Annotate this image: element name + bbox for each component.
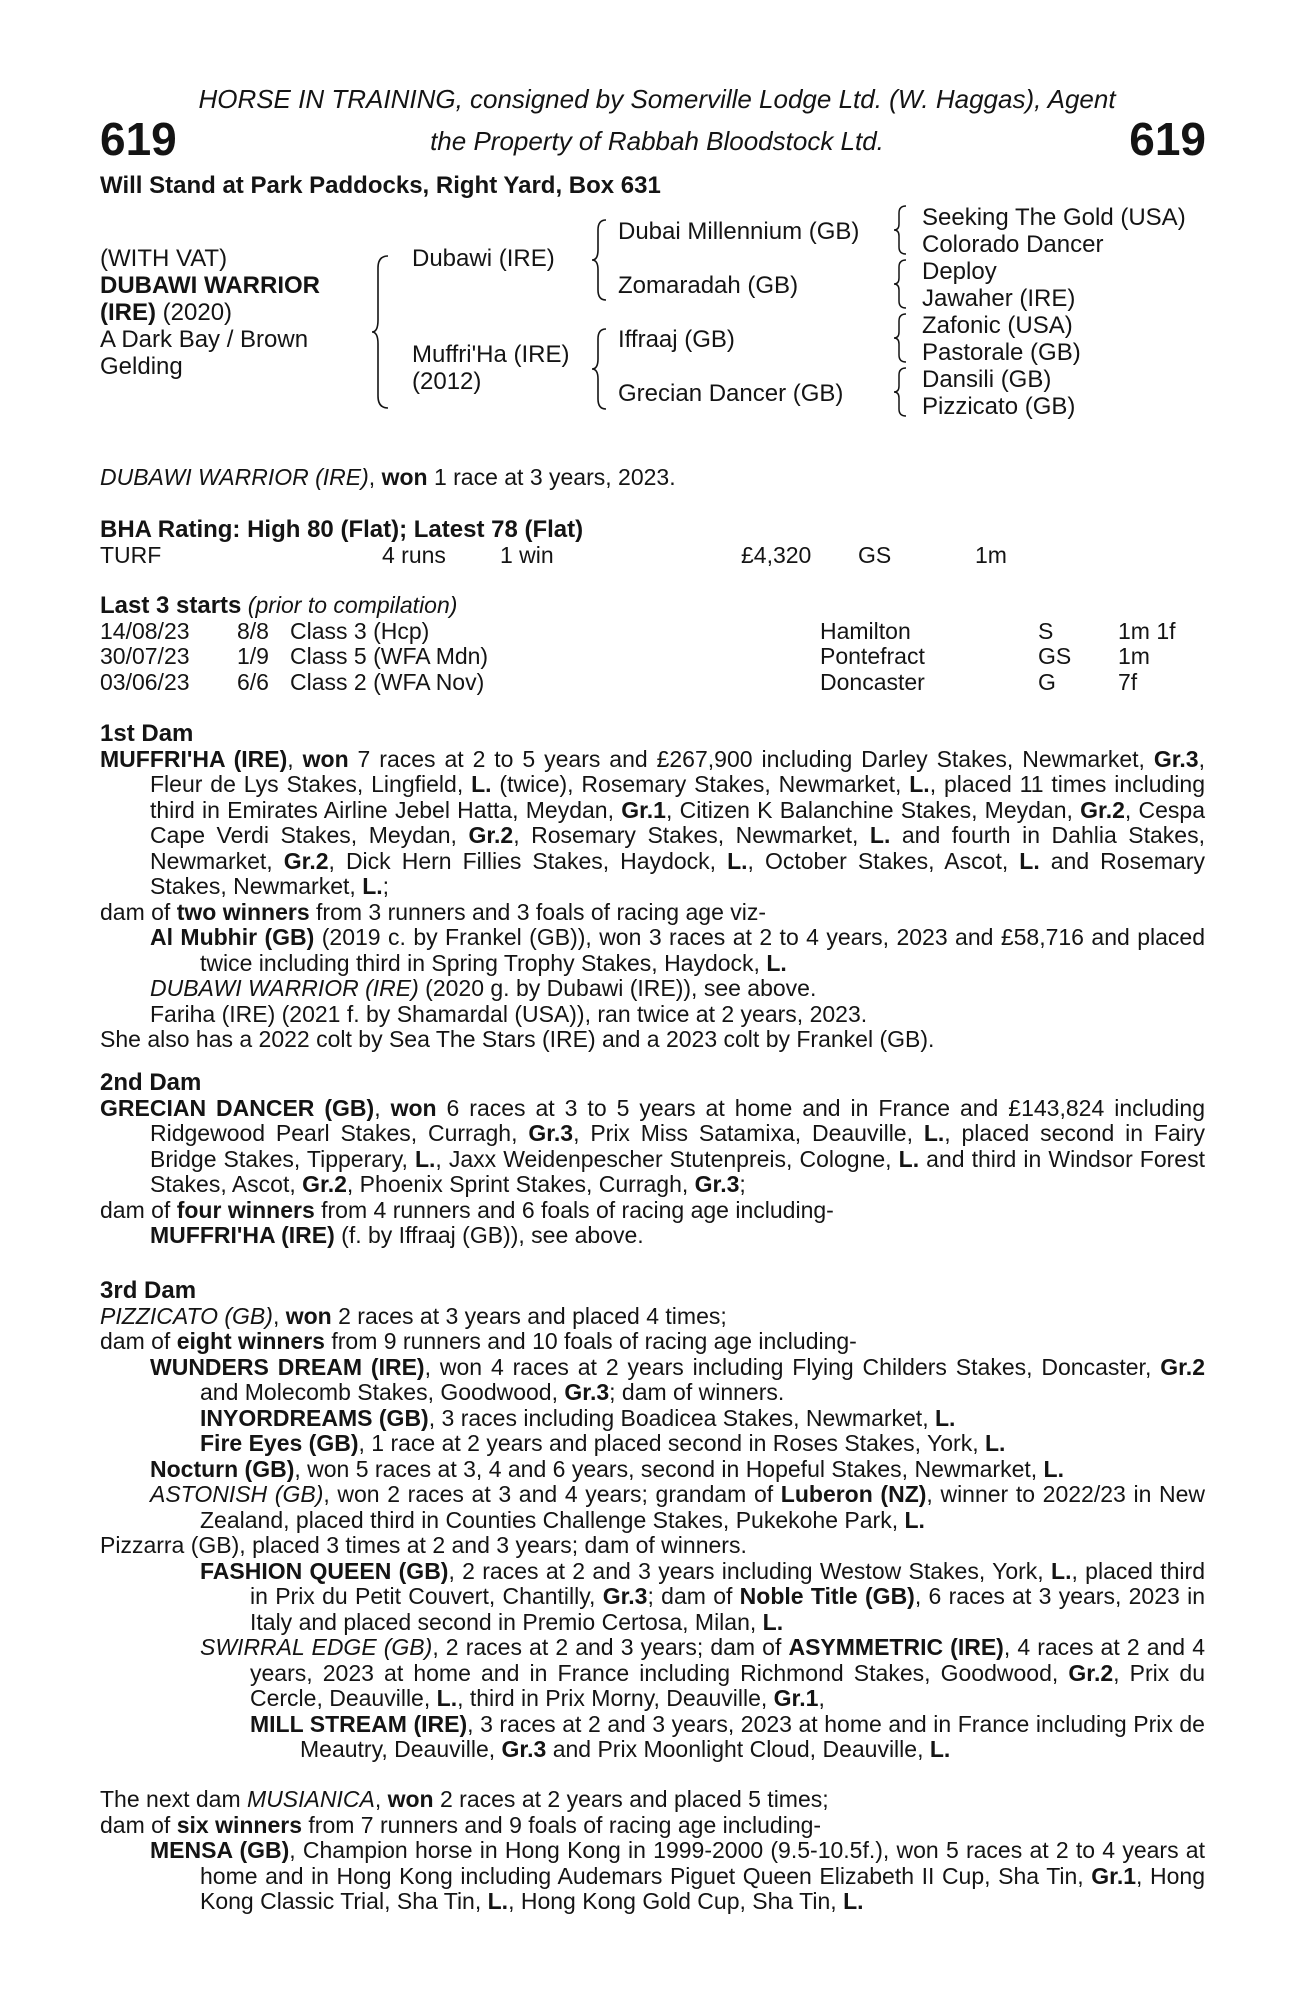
offspring-mill-stream xyxy=(250,1712,1205,1763)
grade: Gr.1 xyxy=(621,796,666,823)
grade: Gr.2 xyxy=(302,1171,347,1197)
listed: L. xyxy=(362,873,383,899)
t: , Cespa Cape Verdi Stakes, Meydan, xyxy=(150,796,1206,848)
t: from 9 runners and 10 foals of racing age including- xyxy=(324,1328,857,1354)
grade: Gr.3 xyxy=(501,1736,547,1762)
listed: L. xyxy=(1019,847,1040,874)
ancestor-7: Dansili (GB) xyxy=(922,366,1052,393)
listed: L. xyxy=(766,949,787,976)
consignor-line: HORSE IN TRAINING, consigned by Somerville Lodge Ltd. (W. Haggas), Agent xyxy=(198,84,1116,114)
offspring-pizzarra: Pizzarra (GB), placed 3 times at 2 and 3 years; dam of winners. xyxy=(100,1532,747,1558)
listed: L. xyxy=(898,1145,920,1172)
rating-going: GS xyxy=(858,541,892,568)
t: , 3 races at 2 and 3 years, 2023 at home and in France including Prix de Meautry, Deauville, xyxy=(300,1710,1205,1762)
t: , winner to 2022/23 in New Zealand, placed third in Counties Challenge Stakes, Pukekohe Park, xyxy=(200,1481,1206,1533)
offspring-nocturn xyxy=(150,1457,1205,1483)
third-dam-section xyxy=(100,1278,1205,1763)
listed: L. xyxy=(436,1685,458,1711)
start-pos: 8/8 xyxy=(237,617,269,644)
offspring-name: MILL STREAM (IRE) xyxy=(250,1710,468,1737)
grade: Gr.2 xyxy=(468,822,514,848)
t: dam of xyxy=(100,1196,177,1223)
starts-note: (prior to compilation) xyxy=(247,592,458,618)
start-date: 14/08/23 xyxy=(100,617,190,644)
grade: Gr.2 xyxy=(283,847,329,874)
third-dam-produce xyxy=(100,1329,1205,1355)
t: 2 races at 3 years and placed 4 times; xyxy=(331,1302,727,1329)
t: 2 races at 2 years and placed 5 times; xyxy=(433,1786,829,1812)
sire-dam: Zomaradah (GB) xyxy=(618,272,799,299)
first-dam-name: MUFFRI'HA (IRE) xyxy=(100,745,288,772)
ancestor-5: Zafonic (USA) xyxy=(922,312,1073,339)
rating-prize: £4,320 xyxy=(741,541,812,568)
t: (f. by Iffraaj (GB)), see above. xyxy=(334,1222,644,1248)
ancestor-6: Pastorale (GB) xyxy=(922,339,1081,366)
t: , 3 races including Boadicea Stakes, Newmarket, xyxy=(428,1404,935,1431)
won: won xyxy=(285,1302,332,1329)
t: (twice), Rosemary Stakes, Newmarket, xyxy=(491,771,910,797)
grade: Gr.3 xyxy=(1153,745,1199,772)
start-date: 30/07/23 xyxy=(100,643,190,669)
t: ; xyxy=(382,873,390,899)
start-row xyxy=(100,644,1205,670)
second-dam-heading: 2nd Dam xyxy=(100,1069,202,1096)
listed: L. xyxy=(1051,1557,1072,1584)
start-class: Class 2 (WFA Nov) xyxy=(290,668,485,695)
offspring-name: Al Mubhir (GB) xyxy=(150,924,315,950)
t: , Phoenix Sprint Stakes, Curragh, xyxy=(346,1171,695,1197)
start-row xyxy=(100,670,1205,696)
horse-name: DUBAWI WARRIOR xyxy=(100,272,320,299)
t: , Prix du Cercle, Deauville, xyxy=(250,1659,1205,1711)
winners-count: four winners xyxy=(176,1196,315,1223)
brace-sire-dam xyxy=(370,254,392,410)
t: , won 2 races at 3 and 4 years; grandam of xyxy=(323,1481,781,1507)
t: , October Stakes, Ascot, xyxy=(747,847,1020,874)
offspring-name: ASYMMETRIC (IRE) xyxy=(788,1634,1004,1660)
offspring-mensa xyxy=(150,1838,1205,1915)
second-dam-produce xyxy=(100,1198,1205,1224)
t: , Hong Kong Classic Trial, Sha Tin, xyxy=(200,1862,1206,1914)
start-dist: 7f xyxy=(1118,668,1138,695)
horse-year: (2020) xyxy=(156,299,233,326)
ancestor-2: Colorado Dancer xyxy=(922,231,1104,258)
start-going: S xyxy=(1038,617,1054,644)
offspring-astonish xyxy=(150,1482,1205,1533)
second-dam-section xyxy=(100,1070,1205,1249)
offspring-name: INYORDREAMS (GB) xyxy=(200,1404,429,1431)
ancestor-3: Deploy xyxy=(922,258,997,285)
start-going: GS xyxy=(1038,643,1072,669)
lot-number-right: 619 xyxy=(1129,113,1206,165)
t: , placed 11 times including third in Emirates Airline Jebel Hatta, Meydan, xyxy=(150,771,1205,823)
dam-year: (2012) xyxy=(412,368,482,395)
offspring-name: MENSA (GB) xyxy=(150,1837,290,1863)
won: won xyxy=(302,745,349,772)
t: , xyxy=(818,1685,825,1711)
t: , Rosemary Stakes, Newmarket, xyxy=(513,822,870,848)
property-line: the Property of Rabbah Bloodstock Ltd. xyxy=(430,126,884,156)
rating-runs: 4 runs xyxy=(382,541,446,568)
offspring-name: Noble Title (GB) xyxy=(739,1583,915,1609)
horse-sex: Gelding xyxy=(100,353,183,380)
grade: Gr.3 xyxy=(564,1379,610,1405)
listed: L. xyxy=(904,1506,925,1533)
t: , third in Prix Morny, Deauville, xyxy=(457,1685,774,1711)
ancestor-1: Seeking The Gold (USA) xyxy=(922,204,1186,231)
horse-colour: A Dark Bay / Brown xyxy=(100,326,309,353)
dam: Muffri'Ha (IRE) xyxy=(412,341,570,368)
offspring-name: Nocturn (GB) xyxy=(150,1455,295,1482)
t: ; dam of winners. xyxy=(609,1379,785,1405)
t: , placed second in Fairy Bridge Stakes, Tipperary, xyxy=(150,1120,1205,1172)
start-row xyxy=(100,619,1205,645)
rating-title: BHA Rating: High 80 (Flat); Latest 78 (Flat) xyxy=(100,516,584,543)
grade: Gr.2 xyxy=(1080,796,1125,823)
t: and Rosemary Stakes, Newmarket, xyxy=(150,847,1205,899)
grade: Gr.3 xyxy=(694,1171,740,1197)
ancestor-8: Pizzicato (GB) xyxy=(922,393,1076,420)
offspring-name: DUBAWI WARRIOR (IRE) xyxy=(150,975,419,1001)
rating-section xyxy=(100,517,1205,568)
grade: Gr.3 xyxy=(528,1120,574,1146)
winners-count: eight winners xyxy=(176,1328,325,1354)
grade: Gr.1 xyxy=(773,1685,819,1711)
t: , 6 races at 3 years, 2023 in Italy and placed second in Premio Certosa, Milan, xyxy=(250,1583,1206,1635)
t: and third in Windsor Forest Stakes, Ascot, xyxy=(150,1145,1205,1197)
first-dam-also: She also has a 2022 colt by Sea The Stars (IRE) and a 2023 colt by Frankel (GB). xyxy=(100,1026,935,1052)
offspring-fariha: Fariha (IRE) (2021 f. by Shamardal (USA)), ran twice at 2 years, 2023. xyxy=(150,1000,868,1027)
t: , won 4 races at 2 years including Flying Childers Stakes, Doncaster, xyxy=(424,1353,1161,1380)
next-dam-record xyxy=(100,1787,1205,1813)
winners-count: two winners xyxy=(176,898,310,925)
third-dam-record: PIZZICATO (GB), won 2 races at 3 years and placed 4 times; xyxy=(100,1302,727,1329)
summary-record: 1 race at 3 years, 2023. xyxy=(427,464,676,490)
offspring-name: MUFFRI'HA (IRE) xyxy=(150,1222,335,1248)
lot-number-left: 619 xyxy=(100,113,177,165)
listed: L. xyxy=(923,1120,945,1146)
t: , Prix Miss Satamixa, Deauville, xyxy=(573,1120,924,1146)
offspring-muffriha xyxy=(150,1223,1205,1249)
listed: L. xyxy=(869,822,891,848)
start-pos: 6/6 xyxy=(237,668,269,695)
third-dam-name: PIZZICATO (GB) xyxy=(100,1302,273,1329)
start-course: Pontefract xyxy=(820,643,925,669)
listed: L. xyxy=(984,1430,1006,1456)
rating-distance: 1m xyxy=(975,541,1007,568)
stand-location: Will Stand at Park Paddocks, Right Yard, Box 631 xyxy=(100,172,661,199)
t: , won 5 races at 3, 4 and 6 years, second in Hopeful Stakes, Newmarket, xyxy=(294,1455,1044,1482)
offspring-name: Fire Eyes (GB) xyxy=(200,1430,359,1456)
sire: Dubawi (IRE) xyxy=(412,245,555,272)
rating-surface: TURF xyxy=(100,541,162,568)
t: , 2 races at 2 and 3 years including Westow Stakes, York, xyxy=(448,1557,1052,1584)
listed: L. xyxy=(934,1404,956,1431)
brace-g2 xyxy=(892,258,910,310)
start-going: G xyxy=(1038,668,1056,695)
t: , 1 race at 2 years and placed second in Roses Stakes, York, xyxy=(358,1430,985,1456)
t: , 2 races at 2 and 3 years; dam of xyxy=(432,1634,789,1660)
start-dist: 1m xyxy=(1118,643,1150,669)
grade: Gr.3 xyxy=(602,1583,648,1609)
summary-horse-name: DUBAWI WARRIOR (IRE) xyxy=(100,464,369,490)
starts-rows xyxy=(100,619,1205,696)
offspring-name: ASTONISH (GB) xyxy=(150,1481,324,1507)
offspring-inyordreams xyxy=(200,1406,1205,1432)
t: from 3 runners and 3 foals of racing age viz- xyxy=(309,898,767,925)
listed: L. xyxy=(471,771,492,797)
sire-sire: Dubai Millennium (GB) xyxy=(618,218,860,245)
t: , Dick Hern Fillies Stakes, Haydock, xyxy=(328,847,728,874)
t: 6 races at 3 to 5 years at home and in France and £143,824 including Ridgewood Pearl Stakes, Curragh, xyxy=(150,1094,1205,1146)
listed: L. xyxy=(487,1888,509,1914)
offspring-swirral-edge xyxy=(200,1635,1205,1712)
offspring-name: Luberon (NZ) xyxy=(780,1481,927,1507)
listed: L. xyxy=(727,847,748,874)
t: and Prix Moonlight Cloud, Deauville, xyxy=(546,1736,930,1762)
summary-won: won xyxy=(381,464,428,490)
start-pos: 1/9 xyxy=(237,643,269,669)
brace-dam-line xyxy=(590,327,610,411)
t: dam of xyxy=(100,898,177,925)
start-date: 03/06/23 xyxy=(100,668,190,695)
offspring-fire-eyes xyxy=(200,1431,1205,1457)
t: , 4 races at 2 and 4 years, 2023 at home and in France including Richmond Stakes, Goodwood, xyxy=(250,1634,1205,1686)
grade: Gr.2 xyxy=(1160,1353,1205,1380)
last-starts xyxy=(100,593,1205,695)
t: dam of xyxy=(100,1328,177,1354)
brace-g1 xyxy=(892,204,910,256)
rating-wins: 1 win xyxy=(500,541,554,568)
next-dam-produce xyxy=(100,1813,1205,1839)
listed: L. xyxy=(1043,1455,1064,1482)
listed: L. xyxy=(909,771,930,797)
first-dam-produce xyxy=(100,900,1205,926)
t: and Molecomb Stakes, Goodwood, xyxy=(200,1379,565,1405)
grade: Gr.1 xyxy=(1091,1862,1137,1889)
dam-sire: Iffraaj (GB) xyxy=(618,326,735,353)
grade: Gr.2 xyxy=(1068,1659,1114,1686)
t: ; dam of xyxy=(647,1583,740,1609)
won: won xyxy=(387,1786,434,1812)
t: , Citizen K Balanchine Stakes, Meydan, xyxy=(665,796,1081,823)
offspring-al-mubhir xyxy=(150,925,1205,976)
starts-title: Last 3 starts xyxy=(100,592,242,619)
next-dam-name: MUSIANICA xyxy=(247,1786,375,1812)
brace-g3 xyxy=(892,312,910,364)
t: and fourth in Dahlia Stakes, Newmarket, xyxy=(150,822,1205,874)
offspring-wunders-dream xyxy=(150,1355,1205,1406)
t: , placed third in Prix du Petit Couvert, Chantilly, xyxy=(250,1557,1205,1609)
race-summary: DUBAWI WARRIOR (IRE), won 1 race at 3 years, 2023. xyxy=(100,464,676,490)
t: , xyxy=(374,1786,388,1812)
start-class: Class 5 (WFA Mdn) xyxy=(290,643,489,669)
t: 7 races at 2 to 5 years and £267,900 including Darley Stakes, Newmarket, xyxy=(348,745,1154,772)
third-dam-heading: 3rd Dam xyxy=(100,1277,197,1304)
vat-note: (WITH VAT) xyxy=(100,245,228,272)
second-dam-record: GRECIAN DANCER (GB), won 6 races at 3 to 5 years at home and in France and £143,824 including Ridgewood Pearl Stakes, Curragh, Gr.3, Prix Miss Satamixa, Deauville, L., placed second in Fairy Bridge Stakes, Tipperary, L., Jaxx Weidenpescher Stutenpreis, Cologne, L. and third in Windsor Forest Stakes, Ascot, Gr.2, Phoenix Sprint Stakes, Curragh, Gr.3; xyxy=(100,1094,1205,1197)
offspring-name: WUNDERS DREAM (IRE) xyxy=(150,1353,425,1380)
start-dist: 1m 1f xyxy=(1118,617,1176,644)
first-dam-record: MUFFRI'HA (IRE), won 7 races at 2 to 5 years and £267,900 including Darley Stakes, Newmarket, Gr.3, Fleur de Lys Stakes, Lingfield, L. (twice), Rosemary Stakes, Newmarket, L., placed 11 times including third in Emirates Airline Jebel Hatta, Meydan, Gr.1, Citizen K Balanchine Stakes, Meydan, Gr.2, Cespa Cape Verdi Stakes, Meydan, Gr.2, Rosemary Stakes, Newmarket, L. and fourth in Dahlia Stakes, Newmarket, Gr.2, Dick Hern Fillies Stakes, Haydock, L., October Stakes, Ascot, L. and Rosemary Stakes, Newmarket, L.; xyxy=(100,745,1206,899)
t: ; xyxy=(739,1171,746,1197)
second-dam-name: GRECIAN DANCER (GB) xyxy=(100,1094,375,1121)
won: won xyxy=(390,1094,437,1121)
ancestor-4: Jawaher (IRE) xyxy=(922,285,1076,312)
brace-sire-line xyxy=(590,218,610,302)
t: (2019 c. by Frankel (GB)), won 3 races at 2 to 4 years, 2023 and £58,716 and placed twice including third in Spring Trophy Stakes, Haydock, xyxy=(200,924,1205,976)
offspring-name: SWIRRAL EDGE (GB) xyxy=(200,1634,433,1660)
listed: L. xyxy=(843,1888,864,1914)
offspring-dubawi-warrior xyxy=(150,976,1205,1002)
starts-heading xyxy=(100,593,1205,619)
t: , Jaxx Weidenpescher Stutenpreis, Cologne, xyxy=(435,1145,899,1172)
offspring-name: FASHION QUEEN (GB) xyxy=(200,1557,449,1584)
offspring-fashion-queen xyxy=(200,1559,1205,1636)
t: , Fleur de Lys Stakes, Lingfield, xyxy=(150,745,1205,797)
start-course: Hamilton xyxy=(820,617,911,644)
next-dam-section xyxy=(100,1787,1205,1915)
t: dam of xyxy=(100,1811,177,1838)
t: , Champion horse in Hong Kong in 1999-2000 (9.5-10.5f.), won 5 races at 2 to 4 years at home and in Hong Kong including Audemars Piguet Queen Elizabeth II Cup, Sha Tin, xyxy=(200,1837,1205,1889)
t: The next dam xyxy=(100,1786,248,1812)
start-class: Class 3 (Hcp) xyxy=(290,617,430,644)
start-course: Doncaster xyxy=(820,668,925,695)
listed: L. xyxy=(762,1608,784,1635)
listed: L. xyxy=(414,1145,436,1172)
listed: L. xyxy=(929,1736,951,1762)
horse-country: (IRE) xyxy=(100,299,156,326)
first-dam-heading: 1st Dam xyxy=(100,720,194,747)
t: from 4 runners and 6 foals of racing age including- xyxy=(314,1196,834,1223)
winners-count: six winners xyxy=(176,1811,302,1838)
dam-dam: Grecian Dancer (GB) xyxy=(618,380,844,407)
t: from 7 runners and 9 foals of racing age including- xyxy=(302,1811,822,1838)
t: , Hong Kong Gold Cup, Sha Tin, xyxy=(508,1888,844,1914)
rating-row xyxy=(100,543,1205,569)
t: (2020 g. by Dubawi (IRE)), see above. xyxy=(418,975,817,1001)
first-dam-section xyxy=(100,721,1205,1053)
brace-g4 xyxy=(892,366,910,418)
horse-name-suffix xyxy=(100,299,232,326)
